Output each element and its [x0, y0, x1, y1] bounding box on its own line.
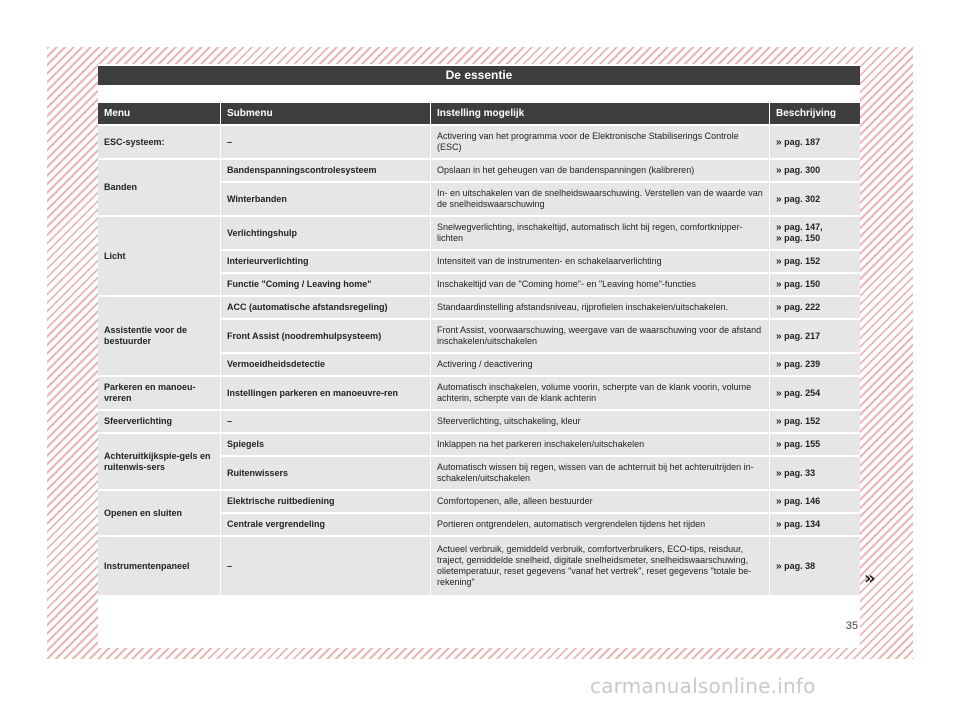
submenu-cell: Front Assist (noodremhulpsysteem)	[220, 320, 430, 352]
table-row	[98, 537, 860, 595]
table-row	[98, 434, 860, 455]
page-ref: pag. 150	[784, 233, 821, 243]
page-ref: pag. 239	[784, 359, 821, 369]
page-ref-arrow-icon: »	[776, 136, 782, 148]
setting-cell: Front Assist, voorwaarschuwing, weergave van de waarschuwing voor de afstand inschakelen/uitschakelen	[430, 320, 769, 352]
page-ref-cell	[769, 354, 860, 375]
page-number: 35	[845, 620, 858, 632]
page-ref-cell	[769, 457, 860, 489]
page-ref-arrow-icon: »	[776, 467, 782, 479]
page-ref-cell	[769, 434, 860, 455]
submenu-cell: Verlichtingshulp	[220, 217, 430, 249]
page-ref-cell	[769, 377, 860, 409]
setting-cell: Standaardinstelling afstandsniveau, rijprofielen inschakelen/uitschakelen.	[430, 297, 769, 318]
page-ref-arrow-icon: »	[776, 222, 782, 233]
page-ref-arrow-icon: »	[776, 302, 782, 313]
menu-cell: Banden	[98, 160, 220, 215]
submenu-cell: –	[220, 126, 430, 158]
page-ref-arrow-icon: »	[776, 359, 782, 370]
page-ref: pag. 146	[784, 496, 821, 506]
menu-cell: Openen en sluiten	[98, 491, 220, 535]
col-header-submenu: Submenu	[220, 103, 430, 124]
page-ref-cell	[769, 320, 860, 352]
page-ref-arrow-icon: »	[776, 279, 782, 290]
page-ref: pag. 300	[784, 165, 821, 175]
page-ref: pag. 147,	[784, 222, 823, 232]
page-ref-arrow-icon: »	[776, 439, 782, 450]
col-header-setting: Instelling mogelijk	[430, 103, 769, 124]
page-ref: pag. 222	[784, 302, 821, 312]
submenu-cell: Bandenspanningscontrolesysteem	[220, 160, 430, 181]
page-ref-arrow-icon: »	[776, 387, 782, 399]
menu-cell: Instrumentenpaneel	[98, 537, 220, 595]
menu-cell: Assistentie voor de bestuurder	[98, 297, 220, 375]
page-ref: pag. 150	[784, 279, 821, 289]
setting-cell: Activering van het programma voor de Elektronische Stabiliserings Controle (ESC)	[430, 126, 769, 158]
page-title: De essentie	[98, 66, 860, 85]
page-ref-arrow-icon: »	[776, 519, 782, 530]
table-row	[98, 411, 860, 432]
page-ref-arrow-icon: »	[776, 496, 782, 507]
setting-cell: Sfeerverlichting, uitschakeling, kleur	[430, 411, 769, 432]
page-ref-cell	[769, 411, 860, 432]
submenu-cell: Functie "Coming / Leaving home"	[220, 274, 430, 295]
page-ref-cell	[769, 537, 860, 595]
page-ref-arrow-icon: »	[776, 330, 782, 342]
setting-cell: Intensiteit van de instrumenten- en schakelaarverlichting	[430, 251, 769, 272]
settings-table	[98, 101, 860, 597]
page-ref: pag. 38	[784, 560, 816, 571]
page-ref-cell	[769, 251, 860, 272]
setting-cell: Comfortopenen, alle, alleen bestuurder	[430, 491, 769, 512]
table-row	[98, 377, 860, 409]
page-ref-cell	[769, 160, 860, 181]
setting-cell: Inschakeltijd van de "Coming home"- en "Leaving home"-functies	[430, 274, 769, 295]
page-ref-arrow-icon: »	[776, 233, 782, 244]
menu-cell: Sfeerverlichting	[98, 411, 220, 432]
page-ref-cell	[769, 297, 860, 318]
table-row	[98, 297, 860, 318]
watermark: carmanualsonline.info	[590, 674, 816, 698]
table-row	[98, 491, 860, 512]
submenu-cell: Instellingen parkeren en manoeuvre-ren	[220, 377, 430, 409]
setting-cell: Actueel verbruik, gemiddeld verbruik, comfortverbruikers, ECO-tips, reisduur, traject, gemiddelde snelheid, digitale snelheidsmeter, snelheidswaarschuwing, olietemperatuur, reset gegevens "vanaf het vertrek", reset gegevens "totale be-rekening"	[430, 537, 769, 595]
page-ref-cell	[769, 183, 860, 215]
submenu-cell: –	[220, 537, 430, 595]
page-ref: pag. 217	[784, 330, 821, 341]
table-row	[98, 126, 860, 158]
page-ref: pag. 33	[784, 467, 816, 478]
page-ref: pag. 152	[784, 416, 821, 426]
page-ref-arrow-icon: »	[776, 560, 782, 572]
submenu-cell: ACC (automatische afstandsregeling)	[220, 297, 430, 318]
page-ref-cell	[769, 514, 860, 535]
submenu-cell: Interieurverlichting	[220, 251, 430, 272]
page-ref-arrow-icon: »	[776, 193, 782, 205]
table-row	[98, 217, 860, 249]
menu-cell: Licht	[98, 217, 220, 295]
page-ref-cell	[769, 274, 860, 295]
setting-cell: Snelwegverlichting, inschakeltijd, automatisch licht bij regen, comfortknipper-lichten	[430, 217, 769, 249]
page-ref: pag. 302	[784, 193, 821, 204]
submenu-cell: –	[220, 411, 430, 432]
submenu-cell: Centrale vergrendeling	[220, 514, 430, 535]
col-header-description: Beschrijving	[769, 103, 860, 124]
page-ref-arrow-icon: »	[776, 416, 782, 427]
submenu-cell: Elektrische ruitbediening	[220, 491, 430, 512]
setting-cell: Opslaan in het geheugen van de bandenspanningen (kalibreren)	[430, 160, 769, 181]
col-header-menu: Menu	[98, 103, 220, 124]
page-ref-arrow-icon: »	[776, 256, 782, 267]
page-ref: pag. 152	[784, 256, 821, 266]
page-ref-arrow-icon: »	[776, 165, 782, 176]
setting-cell: Activering / deactivering	[430, 354, 769, 375]
page-ref-cell	[769, 217, 860, 249]
continue-arrow-icon: »	[864, 568, 876, 589]
table-row	[98, 160, 860, 181]
page-ref-cell	[769, 491, 860, 512]
menu-cell: Achteruitkijkspie-gels en ruitenwis-sers	[98, 434, 220, 489]
setting-cell: Automatisch wissen bij regen, wissen van de achterruit bij het achteruitrijden in-schakelen/uitschakelen	[430, 457, 769, 489]
page-ref: pag. 254	[784, 387, 821, 398]
page-ref: pag. 134	[784, 519, 821, 529]
page-ref-cell	[769, 126, 860, 158]
setting-cell: Inklappen na het parkeren inschakelen/uitschakelen	[430, 434, 769, 455]
page-ref: pag. 155	[784, 439, 821, 449]
submenu-cell: Winterbanden	[220, 183, 430, 215]
page-ref: pag. 187	[784, 136, 821, 147]
table-header-row	[98, 103, 860, 124]
submenu-cell: Spiegels	[220, 434, 430, 455]
submenu-cell: Vermoeidheidsdetectie	[220, 354, 430, 375]
menu-cell: ESC-systeem:	[98, 126, 220, 158]
submenu-cell: Ruitenwissers	[220, 457, 430, 489]
setting-cell: In- en uitschakelen van de snelheidswaarschuwing. Verstellen van de waarde van de snelheidswaarschuwing	[430, 183, 769, 215]
setting-cell: Portieren ontgrendelen, automatisch vergrendelen tijdens het rijden	[430, 514, 769, 535]
menu-cell: Parkeren en manoeu-vreren	[98, 377, 220, 409]
setting-cell: Automatisch inschakelen, volume voorin, scherpte van de klank voorin, volume achterin, scherpte van de klank achterin	[430, 377, 769, 409]
